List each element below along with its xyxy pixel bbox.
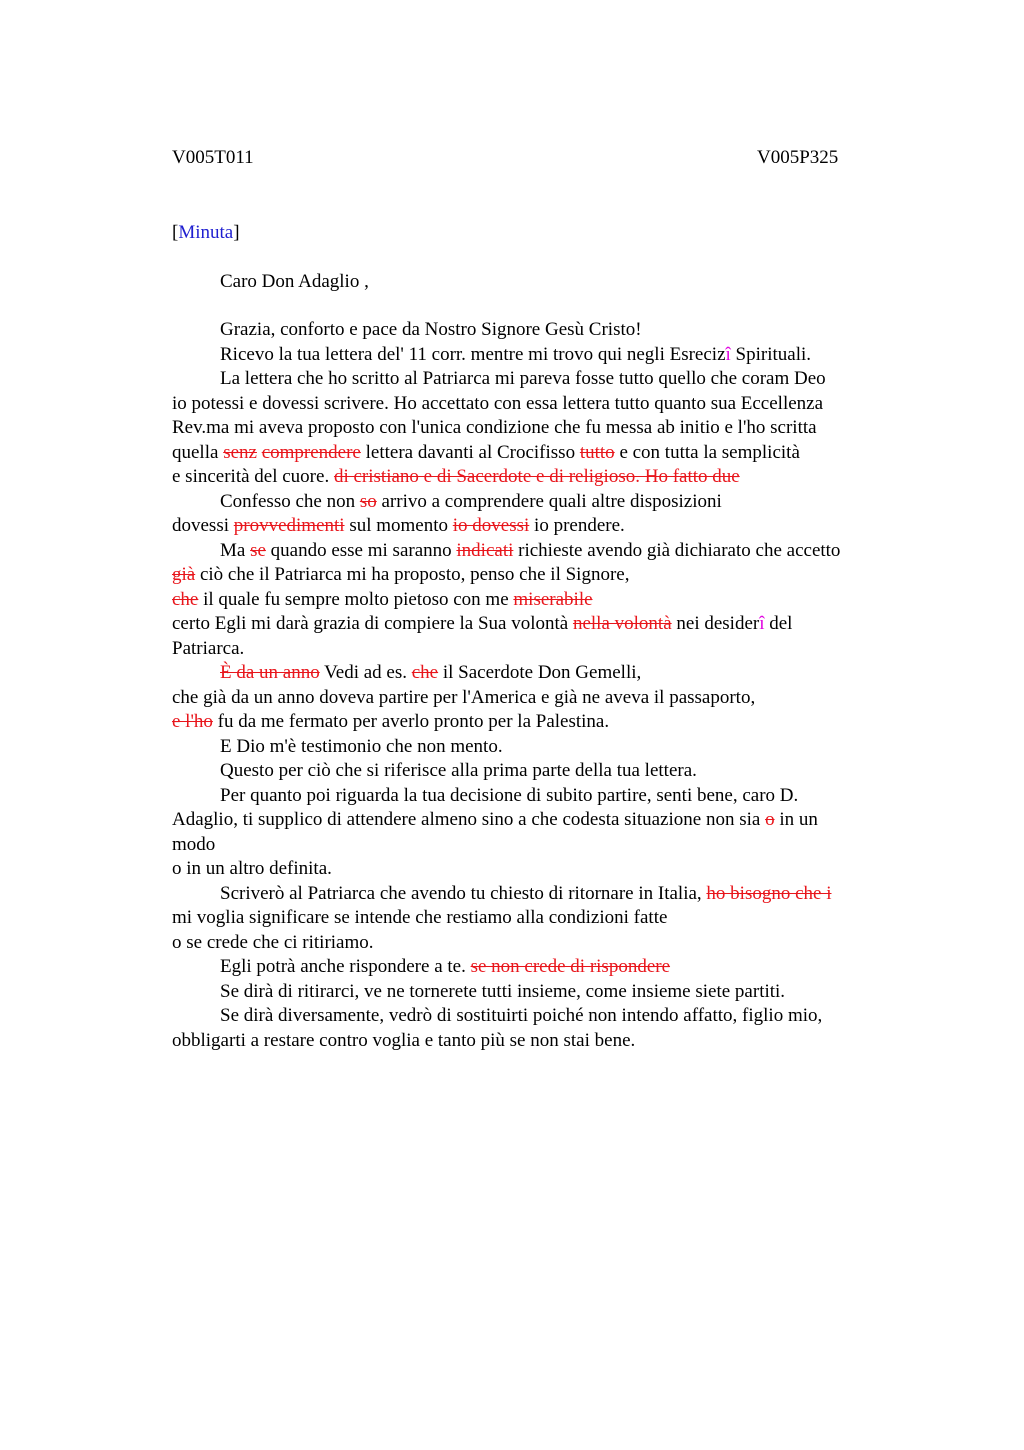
deleted-text: miserabile xyxy=(513,588,593,610)
text-run: dovessi xyxy=(172,515,229,536)
text-run: arrivo a comprendere quali altre disposizioni xyxy=(381,490,722,512)
circumflex-mark: î xyxy=(759,613,765,634)
bracket-close: ] xyxy=(233,222,240,243)
text-line xyxy=(172,1004,896,1029)
deleted-text: senz xyxy=(223,441,257,463)
draft-label xyxy=(172,221,240,245)
text-run: nei desiderî xyxy=(676,613,765,634)
deleted-text: nella volontà xyxy=(572,613,672,634)
text-run: Spirituali. xyxy=(735,343,812,365)
text-run: Patriarca. xyxy=(172,637,245,659)
text-run: e sincerità del cuore. xyxy=(172,466,330,487)
deleted-text: se xyxy=(250,539,266,561)
text-line xyxy=(172,588,896,613)
text-line xyxy=(172,759,896,784)
text-line xyxy=(172,980,896,1005)
text-run: Adaglio, ti supplico di attendere almeno sino a che codesta situazione non sia xyxy=(172,809,761,830)
text-run: quella xyxy=(172,441,219,463)
text-line xyxy=(172,563,896,588)
deleted-text: provvedimenti xyxy=(233,515,345,536)
text-line xyxy=(172,735,896,760)
text-run: richieste avendo già dichiarato che accetto xyxy=(518,539,841,561)
text-line xyxy=(172,416,896,441)
text-run: il Sacerdote Don Gemelli, xyxy=(442,662,642,683)
text-run: del xyxy=(769,613,793,634)
text-run: lettera davanti al Crocifisso xyxy=(365,441,576,463)
text-run: il quale fu sempre molto pietoso con me xyxy=(203,588,509,610)
text-line xyxy=(172,1029,896,1054)
text-run: o se crede che ci ritiriamo. xyxy=(172,931,374,953)
text-run: Grazia, conforto e pace da Nostro Signore Gesù Cristo! xyxy=(220,319,642,340)
text-line xyxy=(172,857,896,882)
text-line xyxy=(172,343,896,368)
text-run: Scriverò al Patriarca che avendo tu chiesto di ritornare in Italia, xyxy=(220,882,702,904)
text-line xyxy=(172,710,896,735)
deleted-text: tutto xyxy=(579,441,615,463)
text-line xyxy=(172,514,896,539)
text-line xyxy=(172,808,896,833)
document-code-left: V005T011 xyxy=(172,147,254,168)
text-run: Se dirà diversamente, vedrò di sostituirti poiché non intendo affatto, figlio mio, xyxy=(220,1005,823,1026)
text-line xyxy=(172,392,896,417)
text-line xyxy=(172,318,896,343)
text-run: Per quanto poi riguarda la tua decisione di subito partire, senti bene, caro D. xyxy=(220,784,799,806)
text-run: Questo per ciò che si riferisce alla prima parte della tua lettera. xyxy=(220,760,697,781)
text-run: Se dirà di ritirarci, ve ne tornerete tutti insieme, come insieme siete partiti. xyxy=(220,980,786,1002)
salutation: Caro Don Adaglio , xyxy=(220,271,369,292)
text-run: che già da un anno doveva partire per l'America e già ne aveva il passaporto, xyxy=(172,686,756,708)
text-run: Confesso che non xyxy=(220,490,356,512)
deleted-text: che xyxy=(172,588,199,610)
circumflex-mark: î xyxy=(725,343,731,365)
text-line xyxy=(172,661,896,686)
deleted-text: o xyxy=(765,809,775,830)
text-run: certo Egli mi darà grazia di compiere la Sua volontà xyxy=(172,613,569,634)
text-line xyxy=(172,465,896,490)
text-line xyxy=(172,784,896,809)
letter-body xyxy=(172,318,896,1053)
text-line xyxy=(172,906,896,931)
deleted-text: indicati xyxy=(456,539,514,561)
deleted-text: comprendere xyxy=(261,441,361,463)
text-line xyxy=(172,833,896,858)
text-run: La lettera che ho scritto al Patriarca mi pareva fosse tutto quello che coram Deo xyxy=(220,368,826,389)
text-run: Ricevo la tua lettera del' 11 corr. mentre mi trovo qui negli Esrecizî xyxy=(220,343,731,365)
text-line xyxy=(172,882,896,907)
deleted-text: ho bisogno che i xyxy=(706,882,832,904)
deleted-text: se non crede di rispondere xyxy=(470,956,671,977)
deleted-text: so xyxy=(359,490,377,512)
deleted-text: già xyxy=(172,564,196,585)
text-run: sul momento xyxy=(349,515,449,536)
text-run: e con tutta la semplicità xyxy=(619,441,800,463)
draft-label-text: Minuta xyxy=(178,222,234,243)
text-line xyxy=(172,441,896,466)
text-line xyxy=(172,539,896,564)
deleted-text: io dovessi xyxy=(452,515,530,536)
text-run: quando esse mi saranno xyxy=(270,539,452,561)
text-line xyxy=(172,612,896,637)
text-line xyxy=(172,490,896,515)
text-line xyxy=(172,686,896,711)
text-run: modo xyxy=(172,833,216,855)
text-line xyxy=(172,367,896,392)
text-run: Vedi ad es. xyxy=(324,662,407,683)
deleted-text: che xyxy=(411,662,439,683)
text-line xyxy=(172,637,896,662)
text-run: Ma xyxy=(220,539,246,561)
text-line xyxy=(172,955,896,980)
deleted-text: e l'ho xyxy=(172,711,213,732)
text-run: E Dio m'è testimonio che non mento. xyxy=(220,735,503,757)
text-run: mi voglia significare se intende che restiamo alla condizioni fatte xyxy=(172,907,668,928)
text-run: ciò che il Patriarca mi ha proposto, penso che il Signore, xyxy=(199,564,630,585)
text-run: Egli potrà anche rispondere a te. xyxy=(220,956,466,977)
text-run: in un xyxy=(779,809,818,830)
text-run: o in un altro definita. xyxy=(172,858,332,879)
text-run: fu da me fermato per averlo pronto per la Palestina. xyxy=(217,711,610,732)
deleted-text: È da un anno xyxy=(220,662,320,683)
deleted-text: di cristiano e di Sacerdote e di religioso. Ho fatto due xyxy=(333,466,740,487)
bracket-open: [ xyxy=(172,222,179,243)
text-line xyxy=(172,931,896,956)
text-run: obbligarti a restare contro voglia e tanto più se non stai bene. xyxy=(172,1029,636,1051)
text-run: Rev.ma mi aveva proposto con l'unica condizione che fu messa ab initio e l'ho scritta xyxy=(172,417,817,438)
text-run: io potessi e dovessi scrivere. Ho accettato con essa lettera tutto quanto sua Eccellenza xyxy=(172,392,824,414)
text-run: io prendere. xyxy=(534,515,625,536)
page-code-right: V005P325 xyxy=(757,147,839,168)
